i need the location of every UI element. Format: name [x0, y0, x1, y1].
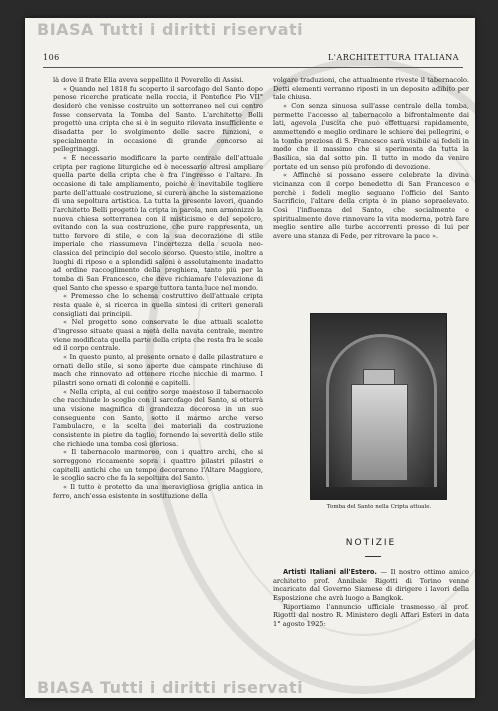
figure-caption: Tomba del Santo nella Cripta attuale. [326, 504, 432, 510]
paragraph: « In questo punto, al presente ornato e dalle pilastrature e ornati dello stile, si sono aperte due campate rinchiuse di mach che rinnovato ad ottenere ricche nicchie di marmo. I pilastri sono ornati di colonne e capitelli. [53, 353, 263, 387]
paragraph: « Nella cripta, al cui centro sorge maestoso il tabernacolo che racchiude lo scoglio con il sarcofago del Santo, si otterrà una visione magnifica di grandezza decorosa in un suo conseguente con Santo, sotto il marmo arche verso l'ambulacro, e la scelta dei materiali da costruzione consistente in pietre da taglio, fornendo la severità dello stile che richiede una tomba così gloriosa. [53, 387, 263, 448]
tabernacle [351, 384, 408, 481]
paragraph: « Il tutto è protetto da una meravigliosa griglia antica in ferro, anch'essa esistente in sostituzione della [53, 482, 263, 500]
news-lead: Artisti Italiani all'Estero. [283, 568, 377, 576]
paragraph: « Quando nel 1818 fu scoperto il sarcofago del Santo dopo penose ricerche praticate nella roccia, il Pontefice Pio VII° desiderò che venisse costruito un sotterraneo nel cui centro fosse conservata la Tomba del Santo. L'architetto Belli progettò una cripta che si è in seguito rilevata insufficiente e disadatta per lo svolgimento delle sacre funzioni, e specialmente in occasione di grande concorso ai pellegrinaggi. [53, 84, 263, 154]
paragraph: « Il tabernacolo marmoreo, con i quattro archi, che si sorreggono riccamente sopra i quattro pilastri pilastri e capitelli antichi che un tempo decorarono l'Altare Maggiore, le scoglio sacro che fa la sepoltura del Santo. [53, 448, 263, 483]
tomb-photograph [310, 313, 447, 500]
paragraph: « Premesso che lo schema costruttivo dell'attuale cripta resta quale è, si ricerca in quella sintesi di criteri generali consigliati dai principii. [53, 292, 263, 318]
paragraph: là dove il frate Elia aveva seppellito il Poverello di Assisi. [53, 76, 244, 84]
right-text-column [273, 76, 469, 240]
news-second: Riportiamo l'annuncio ufficiale trasmesso al prof. Rigotti dal nostro R. Ministero degli Affari Esteri in data 1° agosto 1925: [273, 602, 469, 628]
section-heading: NOTIZIE [345, 538, 397, 548]
page-number: 106 [43, 53, 60, 62]
watermark-bottom: BIASA Tutti i diritti riservati [37, 678, 304, 697]
news-body: — Il nostro ottimo amico architetto prof. Annibale Rigotti di Torino venne incaricato dal Governo Siamese di dirigere i lavori della Esposizione che avrà luogo a Bangkok. [273, 568, 469, 602]
news-column [273, 568, 469, 629]
paragraph: volgare traduzioni, che attualmente riveste il tabernacolo. Detti elementi verranno riposti in un deposito adibito per tale chiusa. [273, 76, 469, 102]
paragraph: « È necessario modificare la parte centrale dell'attuale cripta per ragione liturgiche ed è necessario altresì ampliare quella parte della cripta che è fra l'ingresso e l'altare. In occasione di tale ampliamento, poichè è inevitabile togliere parte dell'attuale costruzione, si curerà anche la sistemazione di una sepoltura artistica. La tutta la presente lavori, quando l'architetto Belli progettò la cripta in parola, non armonizzò la nuova chiesa sotterranea con il misticismo e del sepolcro, evitando con la sua costruzione, che pure rappresenta, un tutto fervore di stile, e con la sua decorazione di stile imperiale che riassumeva l'incertezza della scuola neo-classica del principio del secolo scorso. Questo stile, inoltre a luoghi di riposo e a splendidi saloni è assolutamente inadatto ad ordine raccoglimento della preghiera, tanto più per la tomba di San Francesco, che deve richiamare l'elevazione di quel Santo che spesso e sparge tuttora tanta luce nel mondo. [53, 153, 263, 292]
paragraph: « Affinchè si possano essere celebrate la divina vicinanza con il corpo benedetto di San Francesco e perchè i fedeli meglio seguano l'officio del Santo Sacrificio, l'altare della cripta è in piano sopraelevato. Così l'influenza del Santo, che socialmente e spiritualmente dove rinnovare la vita moderna, potrà fare meglio sentire alle turbe accorrenti presso di lui per avere una stanza di Fede, per ritrovare la pace ». [273, 171, 469, 240]
heading-rule [365, 556, 381, 557]
journal-title: L'ARCHITETTURA ITALIANA [327, 53, 459, 62]
watermark-top: BIASA Tutti i diritti riservati [37, 20, 304, 39]
paragraph: « Nel progetto sono conservate le due attuali scalette d'ingresso situate quasi a metà della navata centrale, mentre viene modificata quella parte della cripta che resta fra le scale ed il corpo centrale. [53, 318, 263, 353]
running-header [43, 53, 463, 68]
left-text-column [53, 76, 263, 500]
paragraph: « Con senza sinuosa sull'asse centrale della tomba, permette l'accesso al tabernacolo a bifrontalmente dai lati, agevola l'uscita che può effettuarsi rapidamente, ammettendo e meglio ordinare le schiere dei pellegrini, e la tomba preziosa di S. Francesco sarà visibile ai fedeli in modo che il massimo che si sperimenta da tutta la Basilica, sia dal sotto pin. Il tutto in modo da venire portate ed un senso più profondo di devozione. [273, 101, 469, 171]
document-page [25, 18, 475, 698]
